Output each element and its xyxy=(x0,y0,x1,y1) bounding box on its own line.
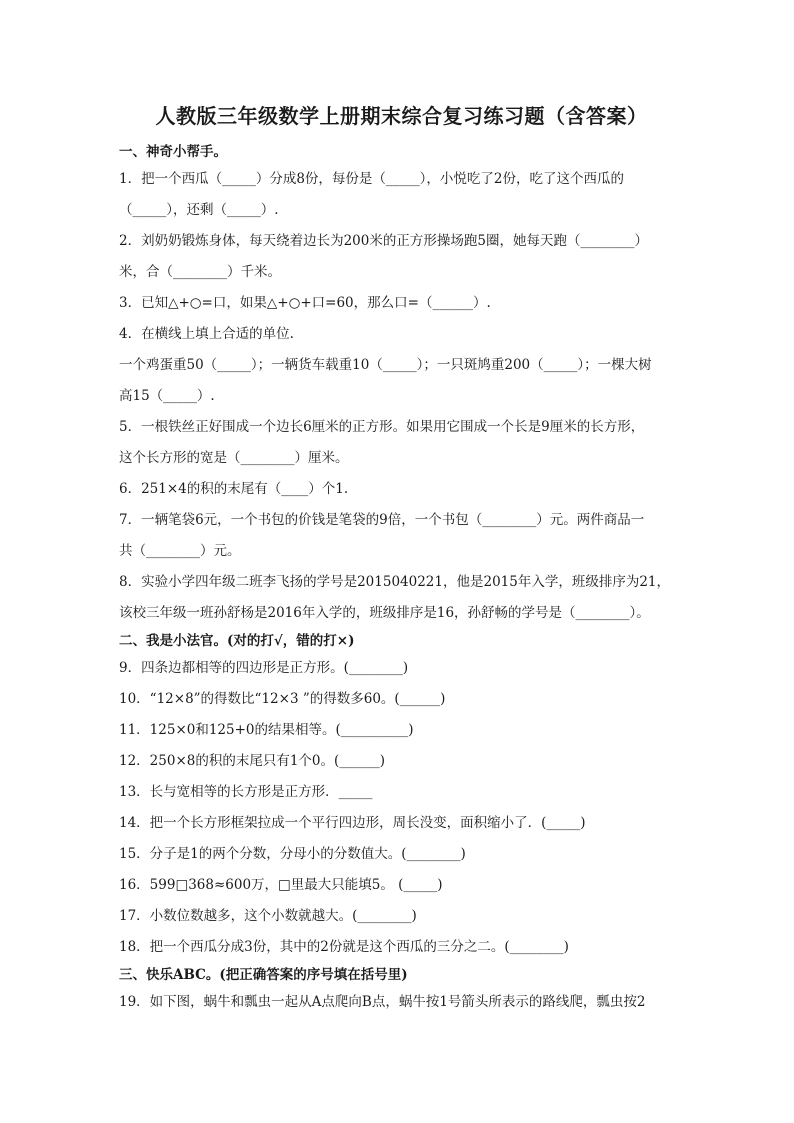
question-1-line-2: （_____），还剩（_____）. xyxy=(119,202,279,218)
question-8-line-1: 8．实验小学四年级二班李飞扬的学号是2015040221，他是2015年入学，班级排序为21， xyxy=(119,574,671,590)
question-4-line-3: 高15（_____）. xyxy=(119,388,215,404)
section-heading-2: 二、我是小法官。(对的打√，错的打×) xyxy=(119,633,355,649)
question-19-line-1: 19．如下图，蜗牛和瓢虫一起从A点爬向B点，蜗牛按1号箭头所表示的路线爬，瓢虫按2 xyxy=(119,994,646,1010)
question-1-line-1: 1．把一个西瓜（_____）分成8份，每份是（_____），小悦吃了2份，吃了这个西瓜的 xyxy=(119,171,625,187)
question-4-line-1: 4．在横线上填上合适的单位. xyxy=(119,326,294,342)
question-17: 17．小数位数越多，这个小数就越大。(________) xyxy=(119,908,417,924)
question-3: 3．已知△+○=口，如果△+○+口=60，那么口=（______）. xyxy=(119,295,491,311)
question-11: 11．125×0和125+0的结果相等。(__________) xyxy=(119,722,414,738)
question-9: 9．四条边都相等的四边形是正方形。(________) xyxy=(119,660,409,676)
question-12: 12．250×8的积的末尾只有1个0。(______) xyxy=(119,753,386,769)
question-2-line-1: 2．刘奶奶锻炼身体，每天绕着边长为200米的正方形操场跑5圈，她每天跑（________） xyxy=(119,233,648,249)
question-16: 16．599□368≈600万，□里最大只能填5。 (_____) xyxy=(119,877,443,893)
question-18: 18．把一个西瓜分成3份，其中的2份就是这个西瓜的三分之二。(________) xyxy=(119,939,569,955)
question-5-line-1: 5．一根铁丝正好围成一个边长6厘米的正方形。如果用它围成一个长是9厘米的长方形， xyxy=(119,419,645,435)
question-15: 15．分子是1的两个分数，分母小的分数值大。(________) xyxy=(119,846,466,862)
question-7-line-2: 共（________）元。 xyxy=(119,543,241,559)
question-4-line-2: 一个鸡蛋重50（_____）；一辆货车载重10（_____）；一只斑鸠重200（_____）；一棵大树 xyxy=(119,357,652,373)
question-8-line-2: 该校三年级一班孙舒杨是2016年入学的，班级排序是16，孙舒畅的学号是（________）。 xyxy=(119,605,650,621)
question-10: 10．“12×8”的得数比“12×3 ”的得数多60。(______) xyxy=(119,691,446,707)
question-6: 6．251×4的积的末尾有（____）个1. xyxy=(119,481,349,497)
question-13: 13．长与宽相等的长方形是正方形．_____ xyxy=(119,784,373,800)
document-title: 人教版三年级数学上册期末综合复习练习题（含答案） xyxy=(155,104,648,128)
section-heading-1: 一、神奇小帮手。 xyxy=(119,144,227,160)
question-2-line-2: 米，合（________）千米。 xyxy=(119,264,281,280)
question-5-line-2: 这个长方形的宽是（________）厘米。 xyxy=(119,450,349,466)
question-14: 14．把一个长方形框架拉成一个平行四边形，周长没变，面积缩小了．(_____) xyxy=(119,815,586,831)
question-7-line-1: 7．一辆笔袋6元，一个书包的价钱是笔袋的9倍，一个书包（________）元。两件商品一 xyxy=(119,512,645,528)
section-heading-3: 三、快乐ABC。(把正确答案的序号填在括号里) xyxy=(119,967,408,983)
